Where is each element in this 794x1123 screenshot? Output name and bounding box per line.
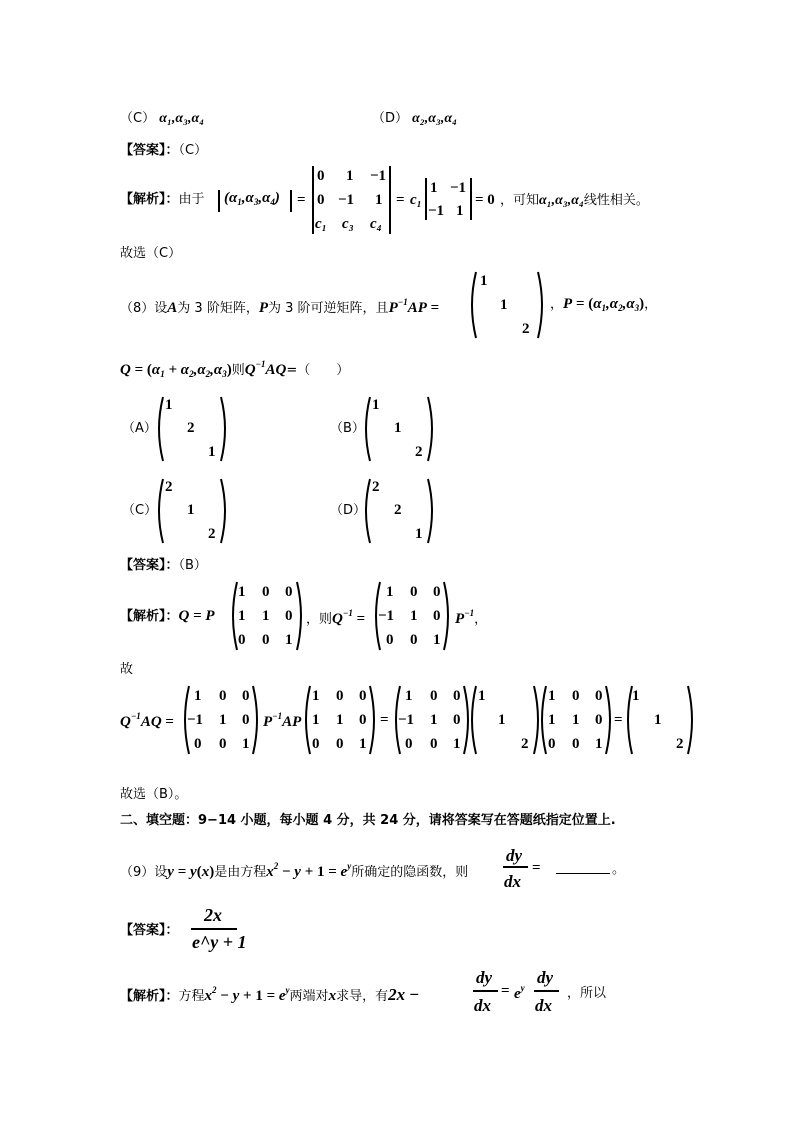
q9-number: （9）设 [120, 865, 168, 880]
q8-p-def: ，$P = (\alpha_1,\alpha_2,\alpha_3)$， [550, 296, 658, 313]
det3-cell: 0 [317, 168, 325, 184]
q8-statement: （8）设A为 3 阶矩阵，P为 3 阶可逆矩阵，且$P^{-1}AP$ = [120, 297, 440, 316]
q8-option-a-diag: 2 [187, 420, 195, 436]
q8-answer-label: 【答案】： [120, 558, 179, 573]
q8-option-d-diag: 2 [394, 502, 402, 518]
q8-analysis-then: ，则 [306, 612, 333, 627]
matrix-cell: 1 [242, 736, 250, 752]
q8-option-c-label: （C） [122, 503, 158, 518]
q8-option-a-diag: 1 [165, 397, 173, 413]
q8-analysis-mid: ，则$Q^{-1}$ = [306, 608, 366, 627]
q8-option-c-diag: 2 [208, 526, 216, 542]
q7-option-d [372, 112, 457, 126]
q8-given-diag: 1 [500, 297, 508, 313]
q8-analysis-label: 【解析】： [120, 609, 179, 624]
q8-answer-value: （B） [178, 558, 207, 573]
matrix-cell: 0 [410, 632, 418, 648]
q9-analysis: 【解析】：方程$x^2 - y + 1 = e^y$两端对x求导，有2x − [120, 985, 420, 1004]
q7-option-c [120, 112, 204, 126]
matrix-cell: 1 [453, 736, 461, 752]
q7-option-c-value: α₁,α₃,α₄ [159, 111, 205, 126]
q9-analysis-tail: ，所以 [567, 986, 607, 1001]
matrix-cell: 0 [433, 584, 441, 600]
matrix-cell: 0 [285, 584, 293, 600]
q9-statement: （9）设y = y(x)是由方程$x^2 - y + 1 = e^y$所确定的隐函数，则 [120, 861, 469, 880]
q8-chain-diag: 1 [498, 712, 506, 728]
matrix-cell: 0 [285, 608, 293, 624]
q8-option-b-label: （B） [330, 421, 365, 436]
q7-option-d-label: （D） [372, 111, 409, 126]
matrix-cell: −1 [398, 712, 415, 728]
matrix-cell: 1 [548, 688, 556, 704]
matrix-cell: 0 [595, 688, 603, 704]
det3-cell: c₁ [315, 216, 327, 232]
q7-analysis-label: 【解析】： [120, 192, 179, 207]
matrix-cell: 0 [405, 736, 413, 752]
q8-option-c-diag: 2 [165, 479, 173, 495]
q8-answer [120, 559, 207, 572]
matrix-cell: 1 [548, 712, 556, 728]
matrix-cell: 1 [359, 736, 367, 752]
q8-option-d-label: （D） [330, 503, 367, 518]
section-heading: 二、填空题：9−14 小题，每小题 4 分，共 24 分，请将答案写在答题纸指定位置上. [120, 813, 616, 828]
q8-pinv: $P^{-1}$， [455, 608, 488, 627]
q8-conclusion: 故选（B）。 [120, 787, 188, 802]
q8-chain-pap: $P^{-1}AP$ [263, 711, 302, 730]
q9-answer-fraction-bar [191, 928, 237, 930]
matrix-cell: 1 [194, 688, 202, 704]
matrix-cell: 1 [219, 712, 227, 728]
q9-answer-denominator: e^y + 1 [192, 932, 247, 952]
q7-conclusion: 故选（C） [120, 246, 182, 261]
matrix-cell: 0 [336, 688, 344, 704]
q7-analysis-pre: 由于 [178, 192, 205, 207]
q9-analysis-text1: 方程 [178, 989, 205, 1004]
q7-det-coef: c₁ [410, 192, 422, 208]
q7-answer [120, 144, 207, 157]
matrix-cell: 1 [336, 712, 344, 728]
det3-cell: 1 [346, 168, 354, 184]
q7-analysis-vecs: α₁,α₃,α₄ [539, 193, 584, 208]
det2-cell: −1 [428, 203, 445, 219]
matrix-cell: −1 [187, 712, 204, 728]
q8-option-c-diag: 1 [187, 502, 195, 518]
q8-text2: 为 3 阶可逆矩阵，且 [268, 301, 389, 316]
matrix-cell: 0 [572, 736, 580, 752]
matrix-cell: 1 [405, 688, 413, 704]
q8-chain-lhs: $Q^{-1}AQ$ = [120, 711, 174, 730]
q9-text1: 是由方程 [214, 865, 267, 880]
matrix-cell: 1 [312, 688, 320, 704]
matrix-cell: 0 [453, 712, 461, 728]
q8-option-b-diag: 1 [394, 420, 402, 436]
matrix-cell: 0 [219, 688, 227, 704]
matrix-cell: 0 [430, 736, 438, 752]
q8-option-b-diag: 2 [415, 444, 423, 460]
matrix-cell: 1 [238, 584, 246, 600]
q9-analysis-label: 【解析】： [120, 989, 179, 1004]
q8-option-a-diag: 1 [208, 444, 216, 460]
matrix-cell: 0 [386, 632, 394, 648]
matrix-cell: 0 [194, 736, 202, 752]
matrix-cell: −1 [378, 608, 395, 624]
det3-cell: 0 [317, 192, 325, 208]
q8-option-d-diag: 2 [372, 479, 380, 495]
q8-result-diag: 2 [676, 736, 684, 752]
matrix-cell: 0 [433, 608, 441, 624]
det2-cell: 1 [430, 180, 438, 196]
det3-cell: 1 [375, 192, 383, 208]
q7-analysis [120, 193, 205, 206]
q9-tail: 。 [612, 862, 626, 877]
q9-answer-label: 【答案】： [120, 923, 179, 938]
matrix-cell: 0 [359, 688, 367, 704]
q7-answer-value: （C） [178, 143, 208, 158]
q9-answer [120, 924, 179, 937]
q8-q-def: $Q = (\alpha_1 + \alpha_2,\alpha_2,\alpha_3)$则$Q^{-1}AQ=$（ ） [120, 359, 350, 379]
q9-analysis-text2: 两端对 [289, 989, 329, 1004]
matrix-cell: 1 [285, 632, 293, 648]
q7-option-c-label: （C） [120, 111, 156, 126]
matrix-cell: 1 [386, 584, 394, 600]
matrix-cell: 1 [262, 608, 270, 624]
q8-option-a-label: （A） [122, 421, 157, 436]
matrix-cell: 0 [312, 736, 320, 752]
q7-analysis-tail [500, 194, 649, 208]
q8-number: （8）设 [120, 301, 168, 316]
q8-q-def-suffix: 则 [231, 363, 245, 378]
matrix-cell: 0 [572, 688, 580, 704]
q8-given-diag: 1 [480, 273, 488, 289]
matrix-cell: 0 [262, 632, 270, 648]
matrix-cell: 1 [312, 712, 320, 728]
matrix-cell: 0 [595, 712, 603, 728]
q7-eq-zero: = 0 [475, 192, 495, 208]
q8-option-d-diag: 1 [415, 526, 423, 542]
q8-result-diag: 1 [654, 712, 662, 728]
q9-blank-line [556, 873, 610, 874]
matrix-cell: 1 [433, 632, 441, 648]
matrix-cell: 1 [410, 608, 418, 624]
q8-text1: 为 3 阶矩阵， [177, 301, 259, 316]
q8-therefore: 故 [120, 662, 134, 677]
det3-cell: −1 [338, 192, 355, 208]
det2-cell: −1 [450, 180, 467, 196]
q8-chain-diag: 1 [478, 688, 486, 704]
det2-cell: 1 [456, 203, 464, 219]
q8-analysis: 【解析】：Q = P [120, 608, 215, 624]
q7-analysis-post: ，可知 [500, 193, 540, 208]
q8-result-diag: 1 [632, 688, 640, 704]
q9-text2: 所确定的隐函数，则 [351, 865, 469, 880]
q7-analysis-end: 线性相关。 [583, 193, 649, 208]
det3-cell: c₄ [370, 216, 382, 232]
matrix-cell: 1 [238, 608, 246, 624]
q7-det-vecs: $(\alpha_1,\alpha_3,\alpha_4)$ [224, 190, 280, 207]
matrix-cell: 0 [359, 712, 367, 728]
q9-analysis-text3: 求导，有 [336, 989, 389, 1004]
matrix-cell: 0 [238, 632, 246, 648]
matrix-cell: 0 [453, 688, 461, 704]
matrix-cell: 1 [572, 712, 580, 728]
matrix-cell: 0 [242, 688, 250, 704]
matrix-cell: 0 [262, 584, 270, 600]
matrix-cell: 1 [430, 712, 438, 728]
det3-cell: c₃ [342, 216, 354, 232]
q9-answer-numerator: 2x [204, 905, 222, 925]
matrix-cell: 0 [242, 712, 250, 728]
matrix-cell: 0 [548, 736, 556, 752]
q7-option-d-value: α₂,α₃,α₄ [412, 111, 458, 126]
det3-cell: −1 [370, 168, 387, 184]
q8-option-b-diag: 1 [372, 397, 380, 413]
q8-chain-diag: 2 [521, 736, 529, 752]
q7-answer-label: 【答案】： [120, 143, 179, 158]
matrix-cell: 0 [430, 688, 438, 704]
matrix-cell: 1 [595, 736, 603, 752]
matrix-cell: 0 [410, 584, 418, 600]
q8-given-diag: 2 [522, 321, 530, 337]
matrix-cell: 0 [219, 736, 227, 752]
q8-blank: =（ ） [286, 363, 350, 378]
matrix-cell: 0 [336, 736, 344, 752]
